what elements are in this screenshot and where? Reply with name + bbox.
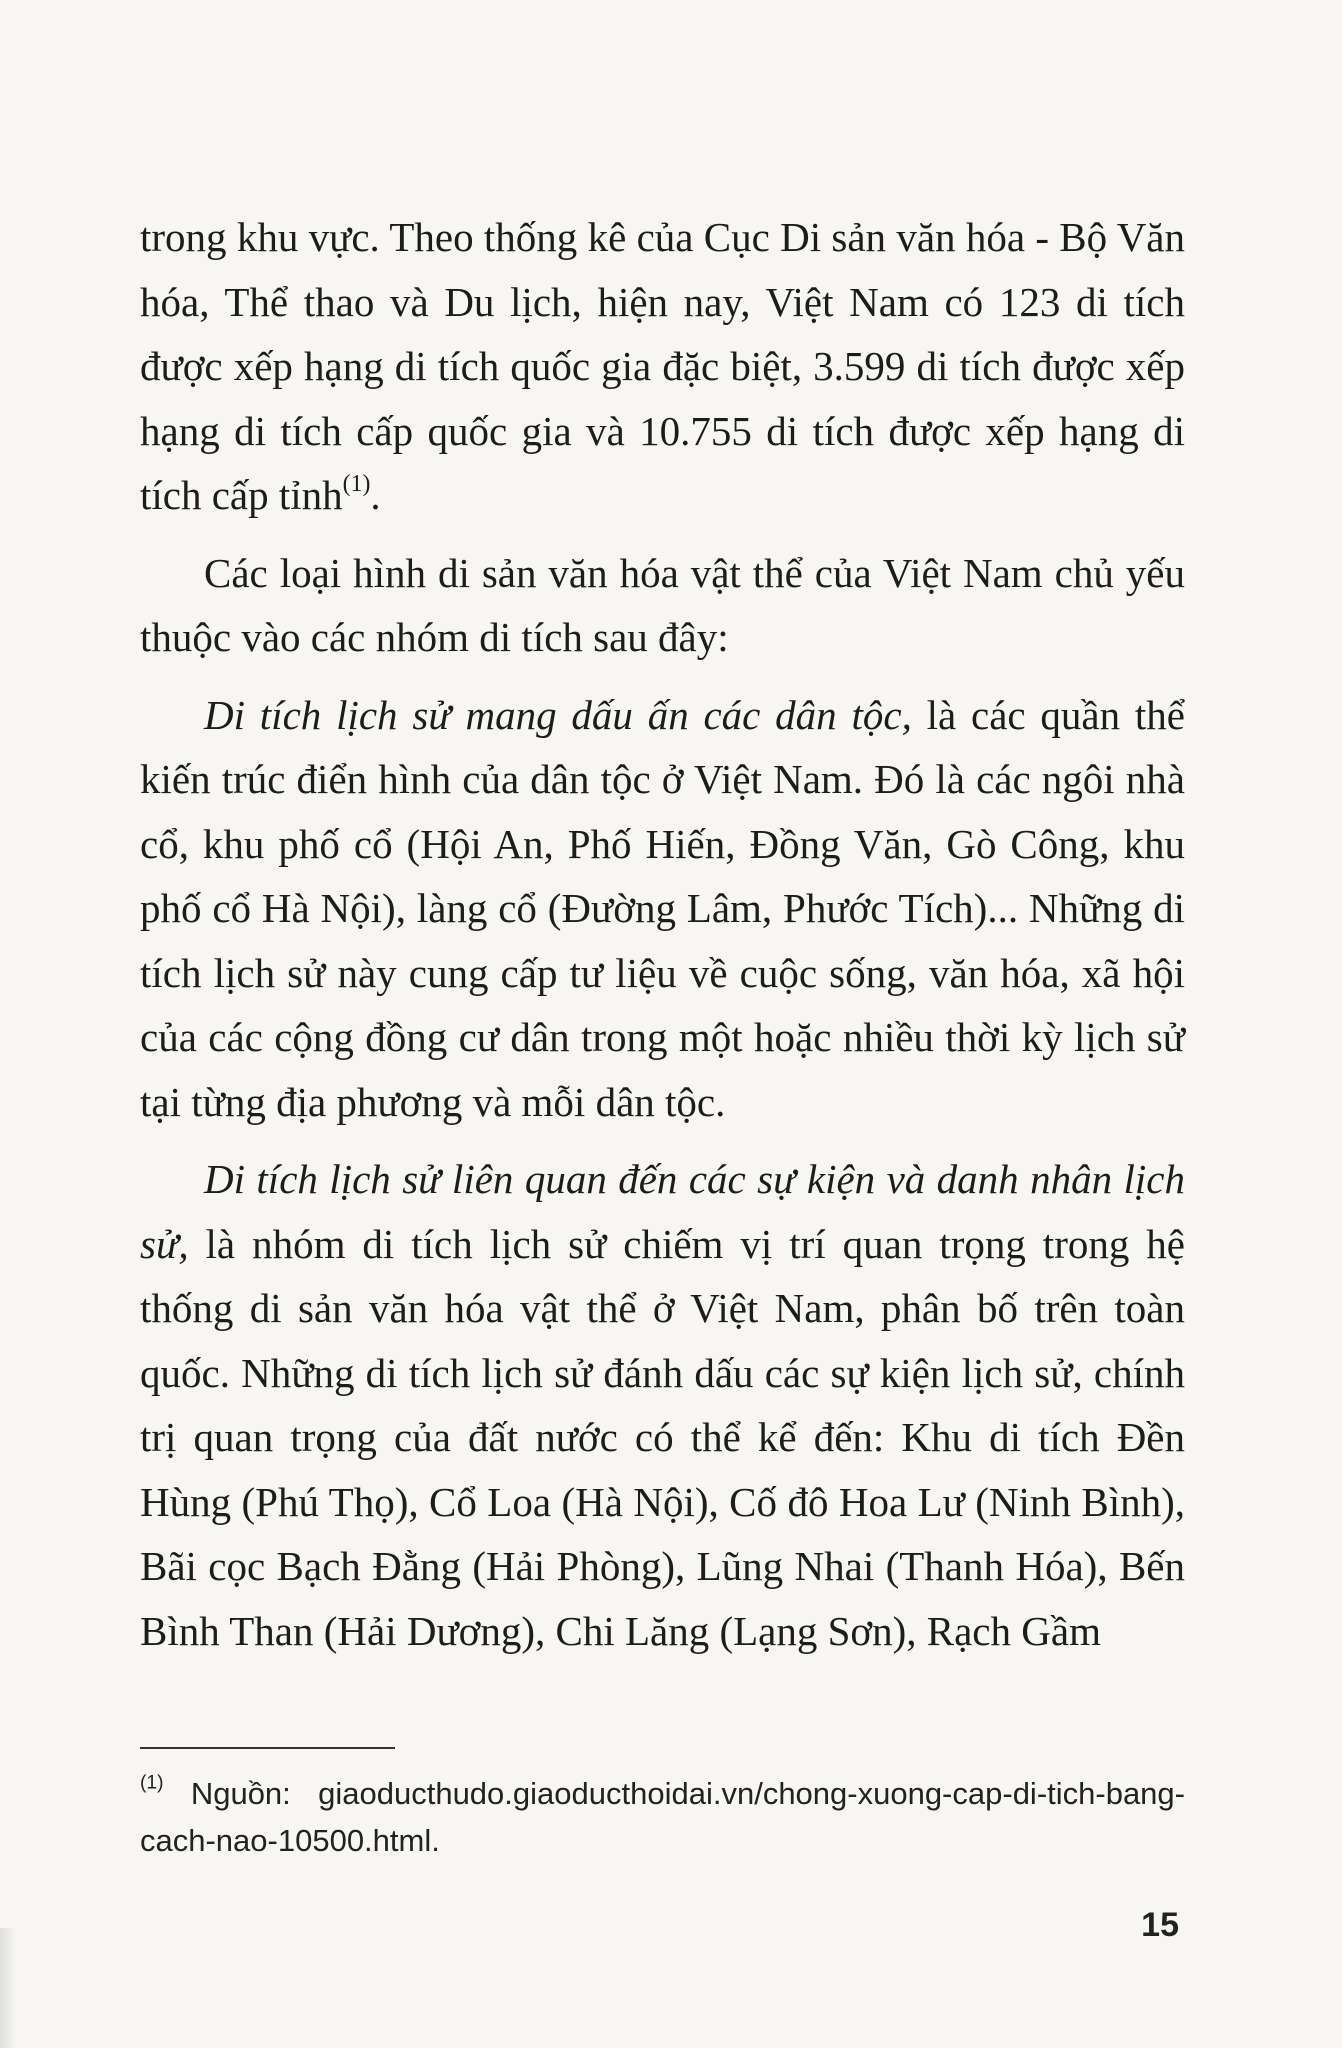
footnote-divider [140, 1747, 395, 1749]
paragraph-3-italic-lead: Di tích lịch sử mang dấu ấn các dân tộc, [204, 691, 912, 738]
paragraph-4 [140, 1147, 1185, 1663]
paragraph-3 [140, 683, 1185, 1135]
paragraph-1-end: . [370, 472, 381, 518]
page-number: 15 [1141, 1906, 1179, 1944]
footnote-text: Nguồn: giaoducthudo.giaoducthoidai.vn/chong-xuong-cap-di-tich-bang-cach-nao-10500.html. [140, 1776, 1185, 1858]
paragraph-4-italic-lead: Di tích lịch sử liên quan đến các sự kiện và danh nhân lịch sử, [140, 1156, 1185, 1267]
paragraph-3-text: là các quần thể kiến trúc điển hình của dân tộc ở Việt Nam. Đó là các ngôi nhà cổ, khu phố cổ (Hội An, Phố Hiến, Đồng Văn, Gò Công, khu phố cổ Hà Nội), làng cổ (Đường Lâm, Phước Tích)... Những di tích lịch sử này cung cấp tư liệu về cuộc sống, văn hóa, xã hội của các cộng đồng cư dân trong một hoặc nhiều thời kỳ lịch sử tại từng địa phương và mỗi dân tộc. [140, 691, 1185, 1125]
body-text [140, 205, 1185, 1663]
paragraph-2-text: Các loại hình di sản văn hóa vật thể của Việt Nam chủ yếu thuộc vào các nhóm di tích sau đây: [140, 549, 1185, 660]
page-edge-shadow [0, 1928, 16, 2048]
paragraph-1 [140, 205, 1185, 528]
paragraph-2 [140, 541, 1185, 670]
footnote-marker: (1) [140, 1772, 164, 1794]
paragraph-4-text: là nhóm di tích lịch sử chiếm vị trí quan trọng trong hệ thống di sản văn hóa vật thể ở Việt Nam, phân bố trên toàn quốc. Những di tích lịch sử đánh dấu các sự kiện lịch sử, chính trị quan trọng của đất nước có thể kể đến: Khu di tích Đền Hùng (Phú Thọ), Cổ Loa (Hà Nội), Cố đô Hoa Lư (Ninh Bình), Bãi cọc Bạch Đằng (Hải Phòng), Lũng Nhai (Thanh Hóa), Bến Bình Than (Hải Dương), Chi Lăng (Lạng Sơn), Rạch Gầm [140, 1220, 1185, 1654]
footnote-reference[interactable]: (1) [342, 471, 371, 498]
paragraph-1-text: trong khu vực. Theo thống kê của Cục Di sản văn hóa - Bộ Văn hóa, Thể thao và Du lịch, hiện nay, Việt Nam có 123 di tích được xếp hạng di tích quốc gia đặc biệt, 3.599 di tích được xếp hạng di tích cấp quốc gia và 10.755 di tích được xếp hạng di tích cấp tỉnh [140, 214, 1185, 518]
footnote [140, 1770, 1185, 1864]
